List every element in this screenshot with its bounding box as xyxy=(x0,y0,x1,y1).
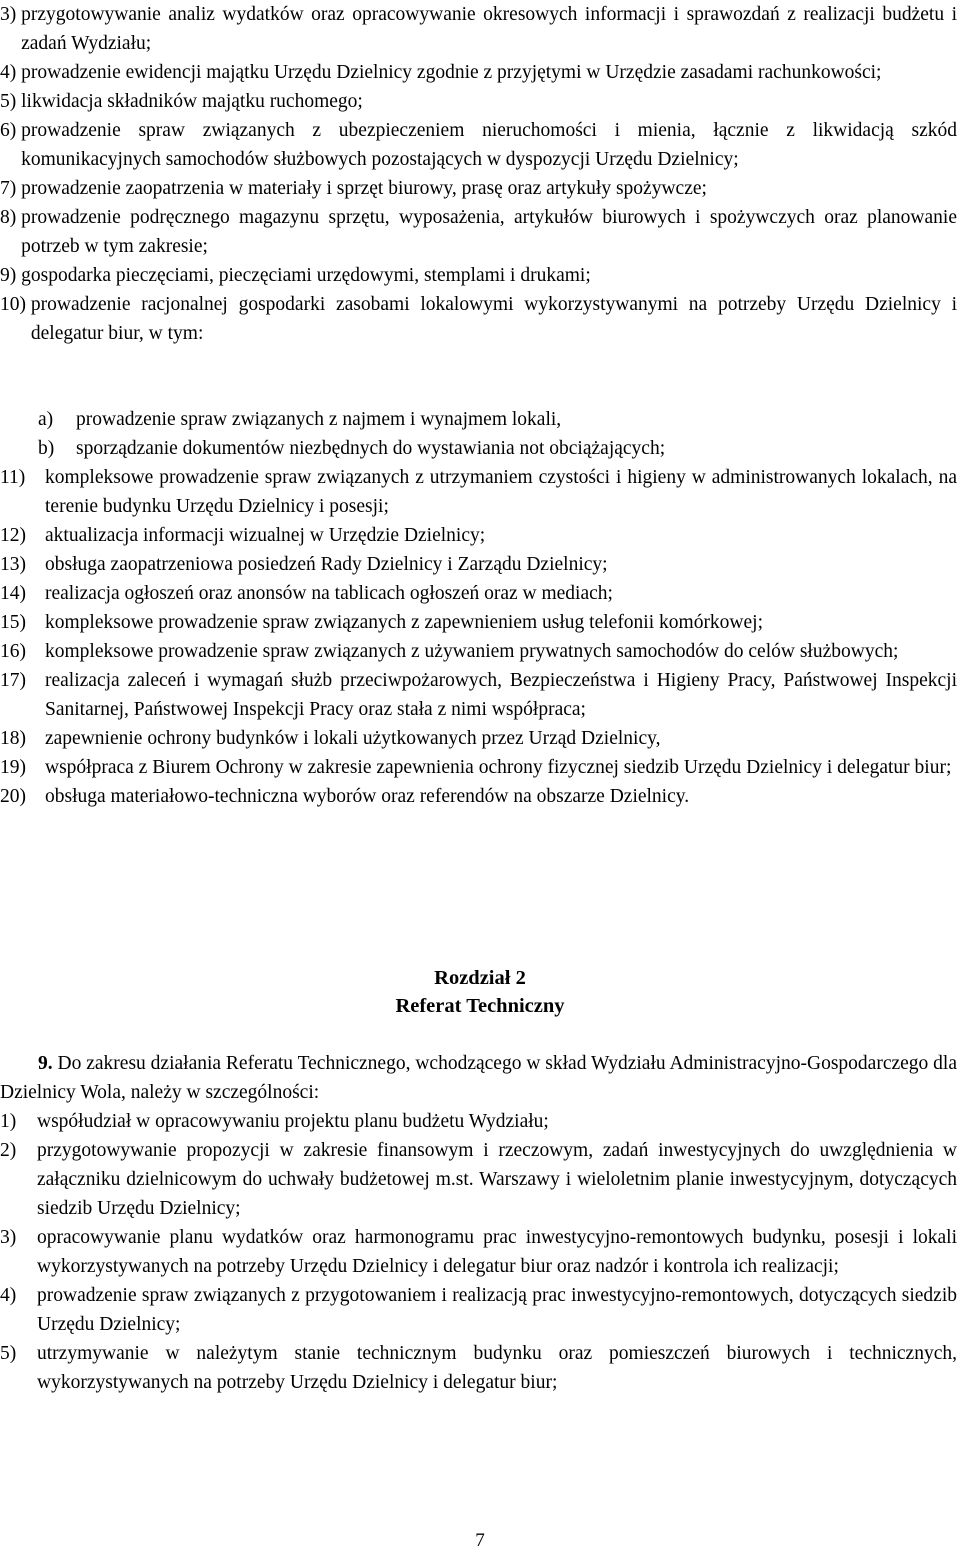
list-item-text: realizacja zaleceń i wymagań służb przeciwpożarowych, Bezpieczeństwa i Higieny Pracy, Państwowej Inspekcji Sanitarnej, Państwowej Inspekcji Pracy oraz stała z nimi współpraca; xyxy=(45,670,957,720)
list-item-number: 16) xyxy=(0,641,26,662)
list-item-number: 12) xyxy=(0,525,26,546)
list-item xyxy=(0,782,957,811)
list-item-text: kompleksowe prowadzenie spraw związanych z utrzymaniem czystości i higieny w administrowanych lokalach, na terenie budynku Urzędu Dzielnicy i posesji; xyxy=(45,467,957,517)
list-item-text: prowadzenie spraw związanych z najmem i wynajmem lokali, xyxy=(76,409,562,430)
list-item xyxy=(0,1223,957,1281)
list-item-number: 14) xyxy=(0,583,26,604)
list-item-text: obsługa materiałowo-techniczna wyborów oraz referendów na obszarze Dzielnicy. xyxy=(45,786,690,807)
list-item-text: współpraca z Biurem Ochrony w zakresie zapewnienia ochrony fizycznej siedzib Urzędu Dzielnicy i delegatur biur; xyxy=(45,757,952,778)
list-item-number: 4) xyxy=(0,62,22,83)
list-item-number: 3) xyxy=(0,4,22,25)
list-item-text: gospodarka pieczęciami, pieczęciami urzędowymi, stemplami i drukami; xyxy=(21,265,591,286)
list-a xyxy=(0,0,957,348)
chapter-subtitle: Referat Techniczny xyxy=(395,995,565,1017)
list-item xyxy=(0,579,957,608)
list-item xyxy=(0,550,957,579)
list-c xyxy=(0,1107,957,1397)
list-item xyxy=(38,434,960,463)
list-item xyxy=(0,1136,957,1223)
list-item-text: prowadzenie spraw związanych z ubezpieczeniem nieruchomości i mienia, łącznie z likwidacją szkód komunikacyjnych samochodów służbowych pozostających w dyspozycji Urzędu Dzielnicy; xyxy=(21,120,957,170)
list-item-number: b) xyxy=(38,438,55,459)
list-item xyxy=(0,116,957,174)
list-item xyxy=(0,521,957,550)
list-item-number: 3) xyxy=(0,1227,17,1248)
list-item xyxy=(0,58,957,87)
list-item-number: 15) xyxy=(0,612,26,633)
section-9-label: 9. xyxy=(38,1053,53,1074)
section-9-text: Do zakresu działania Referatu Technicznego, wchodzącego w skład Wydziału Administracyjno-Gospodarczego dla Dzielnicy Wola, należy w szczególności: xyxy=(0,1053,957,1103)
list-item-text: aktualizacja informacji wizualnej w Urzędzie Dzielnicy; xyxy=(45,525,486,546)
list-item-number: 18) xyxy=(0,728,26,749)
list-item xyxy=(0,1107,957,1136)
list-item xyxy=(0,1281,957,1339)
sub-list xyxy=(0,405,960,463)
list-item xyxy=(0,174,957,203)
list-item-number: 4) xyxy=(0,1285,17,1306)
list-item-number: 2) xyxy=(0,1140,17,1161)
list-item-number: 17) xyxy=(0,670,26,691)
list-item xyxy=(0,724,957,753)
list-item-text: współudział w opracowywaniu projektu planu budżetu Wydziału; xyxy=(37,1111,549,1132)
list-item xyxy=(0,1339,957,1397)
list-item xyxy=(0,87,957,116)
list-item-text: realizacja ogłoszeń oraz anonsów na tablicach ogłoszeń oraz w mediach; xyxy=(45,583,613,604)
list-item xyxy=(0,261,957,290)
list-b xyxy=(0,463,957,811)
list-item-number: 20) xyxy=(0,786,26,807)
list-item-number: 1) xyxy=(0,1111,17,1132)
chapter-title: Rozdział 2 xyxy=(434,967,526,989)
list-item xyxy=(0,637,957,666)
list-item-number: 6) xyxy=(0,120,22,141)
list-item-number: 5) xyxy=(0,1343,17,1364)
list-item-text: przygotowywanie analiz wydatków oraz opracowywanie okresowych informacji i sprawozdań z realizacji budżetu i zadań Wydziału; xyxy=(21,4,957,54)
list-item-text: kompleksowe prowadzenie spraw związanych z używaniem prywatnych samochodów do celów służbowych; xyxy=(45,641,899,662)
list-item-text: prowadzenie zaopatrzenia w materiały i sprzęt biurowy, prasę oraz artykuły spożywcze; xyxy=(21,178,707,199)
list-item-number: 13) xyxy=(0,554,26,575)
list-item-number: 10) xyxy=(0,294,31,315)
section-9-paragraph xyxy=(0,1049,957,1107)
list-item-number: 11) xyxy=(0,467,26,488)
list-item-text: prowadzenie podręcznego magazynu sprzętu, wyposażenia, artykułów biurowych i spożywczych oraz planowanie potrzeb w tym zakresie; xyxy=(21,207,957,257)
list-item-number: 7) xyxy=(0,178,22,199)
list-item-text: sporządzanie dokumentów niezbędnych do wystawiania not obciążających; xyxy=(76,438,666,459)
list-item xyxy=(0,753,957,782)
list-item-text: prowadzenie racjonalnej gospodarki zasobami lokalowymi wykorzystywanymi na potrzeby Urzędu Dzielnicy i delegatur biur, w tym: xyxy=(30,294,957,344)
list-item xyxy=(38,405,960,434)
list-item xyxy=(0,608,957,637)
list-item xyxy=(0,463,957,521)
list-item-text: likwidacja składników majątku ruchomego; xyxy=(21,91,363,112)
list-item-number: a) xyxy=(38,409,54,430)
list-item-text: przygotowywanie propozycji w zakresie finansowym i rzeczowym, zadań inwestycyjnych do uwzględnienia w załączniku dzielnicowym do uchwały budżetowej m.st. Warszawy i wieloletnim planie inwestycyjnym, dotyczących siedzib Urzędu Dzielnicy; xyxy=(37,1140,957,1219)
list-item-text: utrzymywanie w należytym stanie technicznym budynku oraz pomieszczeń biurowych i technicznych, wykorzystywanych na potrzeby Urzędu Dzielnicy i delegatur biur; xyxy=(37,1343,957,1393)
list-item-text: opracowywanie planu wydatków oraz harmonogramu prac inwestycyjno-remontowych budynku, posesji i lokali wykorzystywanych na potrzeby Urzędu Dzielnicy i delegatur biur oraz nadzór i kontrola ich realizacji; xyxy=(37,1227,957,1277)
list-item-text: prowadzenie ewidencji majątku Urzędu Dzielnicy zgodnie z przyjętymi w Urzędzie zasadami rachunkowości; xyxy=(21,62,882,83)
list-item-text: kompleksowe prowadzenie spraw związanych z zapewnieniem usług telefonii komórkowej; xyxy=(45,612,764,633)
page-number: 7 xyxy=(475,1530,485,1551)
list-item-text: prowadzenie spraw związanych z przygotowaniem i realizacją prac inwestycyjno-remontowych, dotyczących siedzib Urzędu Dzielnicy; xyxy=(37,1285,957,1335)
list-item xyxy=(0,290,957,348)
list-item xyxy=(0,203,957,261)
list-item xyxy=(0,0,957,58)
list-item-text: zapewnienie ochrony budynków i lokali użytkowanych przez Urząd Dzielnicy, xyxy=(45,728,661,749)
list-item-number: 19) xyxy=(0,757,26,778)
list-item-number: 8) xyxy=(0,207,22,228)
list-item-text: obsługa zaopatrzeniowa posiedzeń Rady Dzielnicy i Zarządu Dzielnicy; xyxy=(45,554,608,575)
list-item-number: 5) xyxy=(0,91,22,112)
list-item xyxy=(0,666,957,724)
list-item-number: 9) xyxy=(0,265,22,286)
